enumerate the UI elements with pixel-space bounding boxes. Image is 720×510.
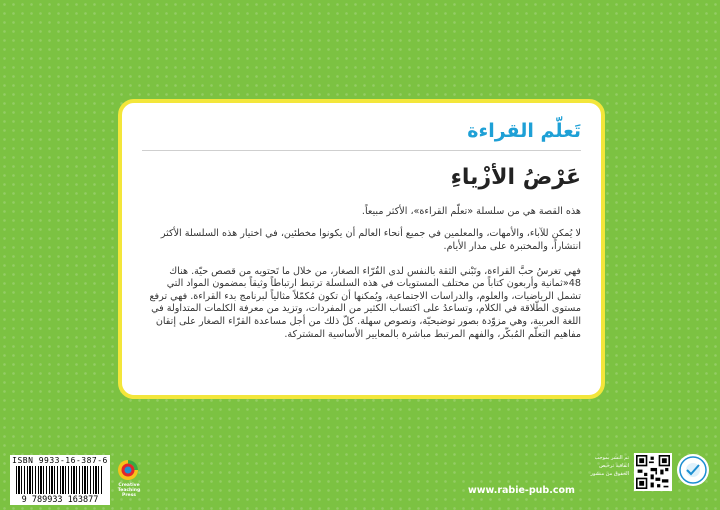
title-divider [142, 150, 581, 151]
isbn-barcode [10, 455, 110, 505]
series-title: تَعلّم القراءة [467, 120, 581, 142]
publisher-logo-icon [117, 459, 139, 481]
paragraph-intro: هذه القصة هي من سلسلة «تعلّم القراءة»، الأكثر مبيعاً. [361, 206, 581, 217]
website-link[interactable]: www.rabie-pub.com [468, 485, 575, 496]
back-cover-footer [0, 438, 720, 510]
license-text: تم النشر بموجب اتفاقية ترخيص الحقوق من منشور [590, 455, 629, 477]
paragraph-benefits: فهي تغرسُ حبَّ القراءة، وتَبْني الثقة بالنفس لدى القُرّاء الصغار، من خلال ما تَحتويه من قصص حيّة. هناك 48«ثمانية وأربعون كتاباً من مختلف المستويات في هذه السلسلة ترتبط ارتباطاً وثيقاً بمضمون المواد التي تشمل الرياضيات، والعلوم، والدراسات الاجتماعية، ويُمكنها أن تكون مُكمّلاً مثالياً لبرنامج بدء القراءة. فهي ترفع مستوى الطّلاقة في الكلام، وتساعدُ على اكتساب الكثير من المفردات، وتزيد من معرفة الكلمات المتداولة في اللغة العربية، وهي مزوّدة بصور توضيحيّة، ونصوص سهلة. كلّ ذلك من أجل مساعدة القرّاء الصغار على إتقان مفاهيم التعلّم المُبكّر، والفهم المرتبط مباشرة بالمعايير الأساسية المشتركة. [149, 265, 581, 340]
barcode-bars [16, 466, 104, 494]
quality-seal-icon [675, 452, 711, 488]
barcode-number: 9 789933 163877 [10, 495, 110, 505]
story-title: عَرْضُ الأزْياءِ [450, 165, 581, 190]
qr-code-icon [634, 453, 672, 491]
paragraph-parents: لا يُمكن للآباء، والأمهات، والمعلمين في جميع أنحاء العالم أن يكونوا مخطئين، في اختيار هذه السلسلة الأكثر انتشاراً، والمختبرة على مدار الأيام. [160, 228, 581, 253]
publisher-logo-text: Creative Teaching Press [117, 483, 141, 499]
isbn-label: ISBN 9933-16-387-6 [12, 456, 108, 465]
description-card [118, 99, 605, 399]
